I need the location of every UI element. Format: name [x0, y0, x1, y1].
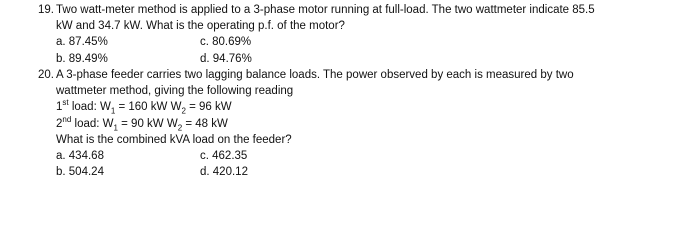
- load-1-w1-symbol: W: [99, 101, 111, 114]
- load-2-label: load:: [71, 117, 103, 130]
- question-20-text-line-1: A 3-phase feeder carries two lagging balance loads. The power observed by each is measured by two: [56, 69, 574, 81]
- load-2-w2-symbol: W: [166, 117, 178, 130]
- load-2-ordinal: 2: [56, 117, 63, 130]
- load-2-w1-value: = 90 kW: [117, 117, 167, 130]
- question-19-line-1: [0, 2, 694, 18]
- load-1-ordinal: 1: [56, 101, 63, 114]
- load-2-w1-symbol: W: [102, 117, 114, 130]
- question-19-choices-row-2: [0, 51, 694, 67]
- question-19-choice-d: d. 94.76%: [200, 52, 252, 65]
- question-20-text-line-2: wattmeter method, giving the following reading: [56, 85, 294, 98]
- question-20-choice-a: a. 434.68: [56, 149, 104, 162]
- question-20-question-text: What is the combined kVA load on the feeder?: [56, 133, 292, 146]
- load-1-w1-value: = 160 kW: [115, 101, 171, 114]
- question-20-choices-row-1: [0, 148, 694, 164]
- question-19-number: 19.: [38, 4, 54, 16]
- question-19-text-line-1: Two watt-meter method is applied to a 3-phase motor running at full-load. The two wattmeter indicate 85.5: [56, 4, 595, 16]
- load-2-reading: [0, 116, 694, 132]
- question-20-choice-b: b. 504.24: [56, 166, 104, 179]
- load-2-ordinal-suffix: nd: [62, 114, 72, 124]
- question-20-line-1: [0, 67, 694, 83]
- question-19-choice-c: c. 80.69%: [200, 36, 252, 49]
- question-20-line-question: [0, 132, 694, 148]
- load-1-ordinal-suffix: st: [62, 98, 69, 108]
- question-20-choice-d: d. 420.12: [200, 166, 248, 179]
- question-19-text-line-2: kW and 34.7 kW. What is the operating p.f. of the motor?: [56, 20, 345, 33]
- question-19: [0, 2, 694, 67]
- question-20-number: 20.: [38, 69, 54, 81]
- load-1-w2-value: = 96 kW: [185, 101, 232, 114]
- load-1-w2-symbol: W: [170, 101, 182, 114]
- question-20-choice-c: c. 462.35: [200, 149, 248, 162]
- question-19-choices-row-1: [0, 34, 694, 50]
- question-19-line-2: [0, 18, 694, 34]
- question-20-line-2: [0, 83, 694, 99]
- load-1-w1-subscript: 1: [110, 106, 116, 116]
- question-19-choice-b: b. 89.49%: [56, 52, 108, 65]
- load-1-label: load:: [68, 101, 100, 114]
- load-1-w2-subscript: 2: [181, 106, 186, 116]
- load-2-w1-subscript: 1: [113, 122, 118, 132]
- question-19-choice-a: a. 87.45%: [56, 36, 108, 49]
- load-1-reading: [0, 99, 694, 115]
- load-2-w2-value: = 48 kW: [182, 117, 228, 130]
- question-20-choices-row-2: [0, 164, 694, 180]
- question-20: [0, 67, 694, 180]
- load-2-w2-subscript: 2: [177, 122, 183, 132]
